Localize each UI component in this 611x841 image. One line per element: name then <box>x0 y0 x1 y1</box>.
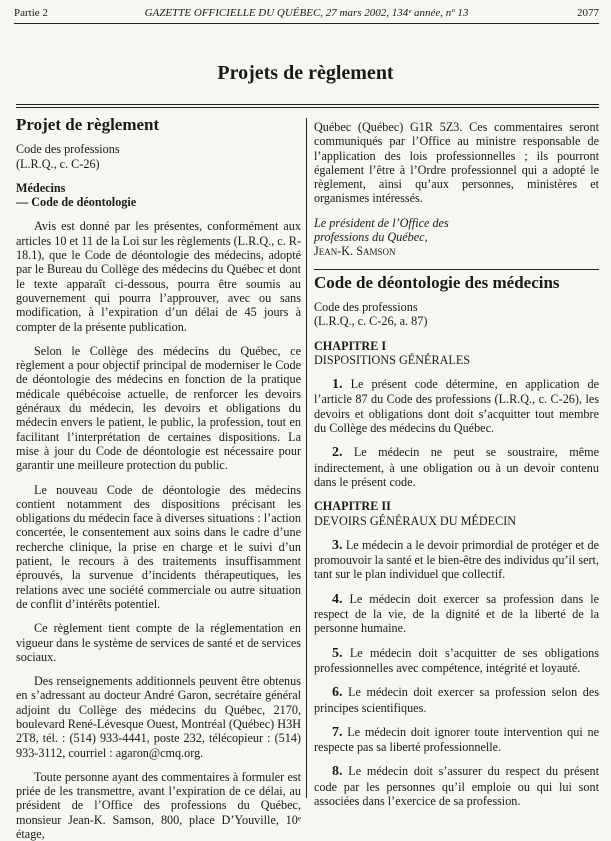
article-4 <box>314 592 599 636</box>
chapter-2-title: DEVOIRS GÉNÉRAUX DU MÉDECIN <box>314 513 517 528</box>
title-rule-bottom <box>16 107 599 108</box>
paragraph: Ce règlement tient compte de la réglementation en vigueur dans le système de services de santé et de services sociaux. <box>16 621 301 664</box>
chapter-1-title: DISPOSITIONS GÉNÉRALES <box>314 352 471 367</box>
article-number: 2. <box>332 445 343 461</box>
article-number: 8. <box>332 764 343 780</box>
left-column <box>16 115 301 841</box>
article-7 <box>314 725 599 755</box>
article-text: Le présent code détermine, en application de l’article 87 du Code des professions (L.R.Q., c. C-26), les devoirs et obligations dont doit s’acquitter tout membre du Collège des médecins du Québec. <box>314 377 600 436</box>
chapter-2-number: CHAPITRE II <box>314 499 391 514</box>
title-rule-top <box>16 104 599 105</box>
paragraph: Toute personne ayant des commentaires à formuler est priée de les transmettre, avant l’expiration de ce délai, au président de l’Office des professions du Québec, monsieur Jean-K. Samson, 800, place D’Youville, 10ᵉ étage, <box>16 769 301 841</box>
main-title: Projets de règlement <box>217 62 394 84</box>
article-8 <box>314 764 599 808</box>
article-text: Le médecin doit exercer sa profession dans le respect de la vie, de la dignité et de la liberté de la personne humaine. <box>314 591 599 636</box>
law-name: Code des professions <box>16 142 120 157</box>
header-gazette-title: GAZETTE OFFICIELLE DU QUÉBEC, 27 mars 2002, 134ᵉ année, nº 13 <box>144 7 469 19</box>
article-number: 4. <box>332 591 343 607</box>
signature-name: Jean-K. Samson <box>314 244 396 259</box>
article-text: Le médecin ne peut se soustraire, même indirectement, à une obligation ou à un devoir contenu dans le présent code. <box>314 445 599 489</box>
subject-subtitle: — Code de déontologie <box>16 195 137 210</box>
article-5 <box>314 646 599 676</box>
article-number: 1. <box>332 377 343 393</box>
section-title: Projet de règlement <box>16 115 160 134</box>
column-divider <box>306 118 307 798</box>
article-1 <box>314 377 599 435</box>
code-law-name: Code des professions <box>314 299 418 314</box>
article-number: 3. <box>332 537 343 553</box>
article-6 <box>314 685 599 715</box>
paragraph: Des renseignements additionnels peuvent être obtenus en s’adressant au docteur André Garon, secrétaire général adjoint du Collège des médecins du Québec, 2170, boulevard René-Lévesque Ouest, Montréal (Québec) H3H 2T8, tél. : (514) 933-4441, poste 232, télécopieur : (514) 933-3112, courriel : agaron@cmq.org. <box>16 674 301 760</box>
article-text: Le médecin doit exercer sa profession selon des principes scientifiques. <box>314 685 600 715</box>
continuation-paragraph: Québec (Québec) G1R 5Z3. Ces commentaires seront communiqués par l’Office au ministre responsable de l’application des lois professionnelles ; ils pourront également l’être à l’Ordre professionnel qui a adopté le règlement, ainsi qu’aux personnes, ministères et organismes intéressés. <box>314 120 599 206</box>
paragraph: Selon le Collège des médecins du Québec, ce règlement a pour objectif principal de moderniser le Code de déontologie des médecins en fonction de la pratique médicale québécoise actuelle, de renforcer les devoirs généraux du médecin, les devoirs et obligations du médecin envers le patient, le public, la profession, tout en facilitant l’interprétation de certaines dispositions. La mise à jour du Code de déontologie est nécessaire pour garantir une meilleure protection du public. <box>16 343 301 473</box>
article-text: Le médecin doit s’acquitter de ses obligations professionnelles avec compétence, intégrité et loyauté. <box>314 645 599 675</box>
article-number: 5. <box>332 645 343 661</box>
header-page-number: 2077 <box>577 7 599 19</box>
article-3 <box>314 538 599 582</box>
code-law-reference: (L.R.Q., c. C-26, a. 87) <box>314 314 428 329</box>
article-text: Le médecin doit ignorer toute intervention qui ne respecte pas sa liberté professionnelle. <box>314 724 599 755</box>
code-title: Code de déontologie des médecins <box>314 272 560 292</box>
article-2 <box>314 445 599 489</box>
header-part: Partie 2 <box>14 7 48 19</box>
signature-title-line2: professions du Québec, <box>314 230 428 245</box>
page-header <box>14 7 599 24</box>
paragraph: Avis est donné par les présentes, conformément aux articles 10 et 11 de la Loi sur les règlements (L.R.Q., c. R-18.1), que le Code de déontologie des médecins, adopté par le Bureau du Collège des médecins du Québec et dont le texte apparaît ci-dessous, pourra être soumis au gouvernement qui pourra l’approuver, avec ou sans modification, à l’expiration d’un délai de 45 jours à compter de la présente publication. <box>16 219 301 334</box>
article-number: 6. <box>332 685 343 701</box>
law-reference: (L.R.Q., c. C-26) <box>16 156 100 171</box>
subject: Médecins <box>16 180 66 195</box>
article-text: Le médecin a le devoir primordial de protéger et de promouvoir la santé et le bien-être des individus qu’il sert, tant sur le plan individuel que collectif. <box>314 537 600 582</box>
article-text: Le médecin doit s’assurer du respect du présent code par les personnes qu’il emploie ou qui lui sont associées dans l’exercice de sa profession. <box>314 764 599 808</box>
section-rule <box>314 269 599 270</box>
signature-title-line1: Le président de l’Office des <box>314 215 449 230</box>
right-column <box>314 120 599 808</box>
article-number: 7. <box>332 724 343 740</box>
chapter-1-number: CHAPITRE I <box>314 338 387 353</box>
paragraph: Le nouveau Code de déontologie des médecins contient notamment des dispositions précisant les obligations du médecin face à diverses situations : l’action concertée, le consentement aux soins dans le cadre d’une recherche clinique, la prise en charge et le suivi d’un patient, le recours à des traitements insuffisamment éprouvés, la survenue d’incidents thérapeutiques, les relations avec une société commerciale ou autre situation de conflit d’intérêts potentiel. <box>16 482 301 611</box>
